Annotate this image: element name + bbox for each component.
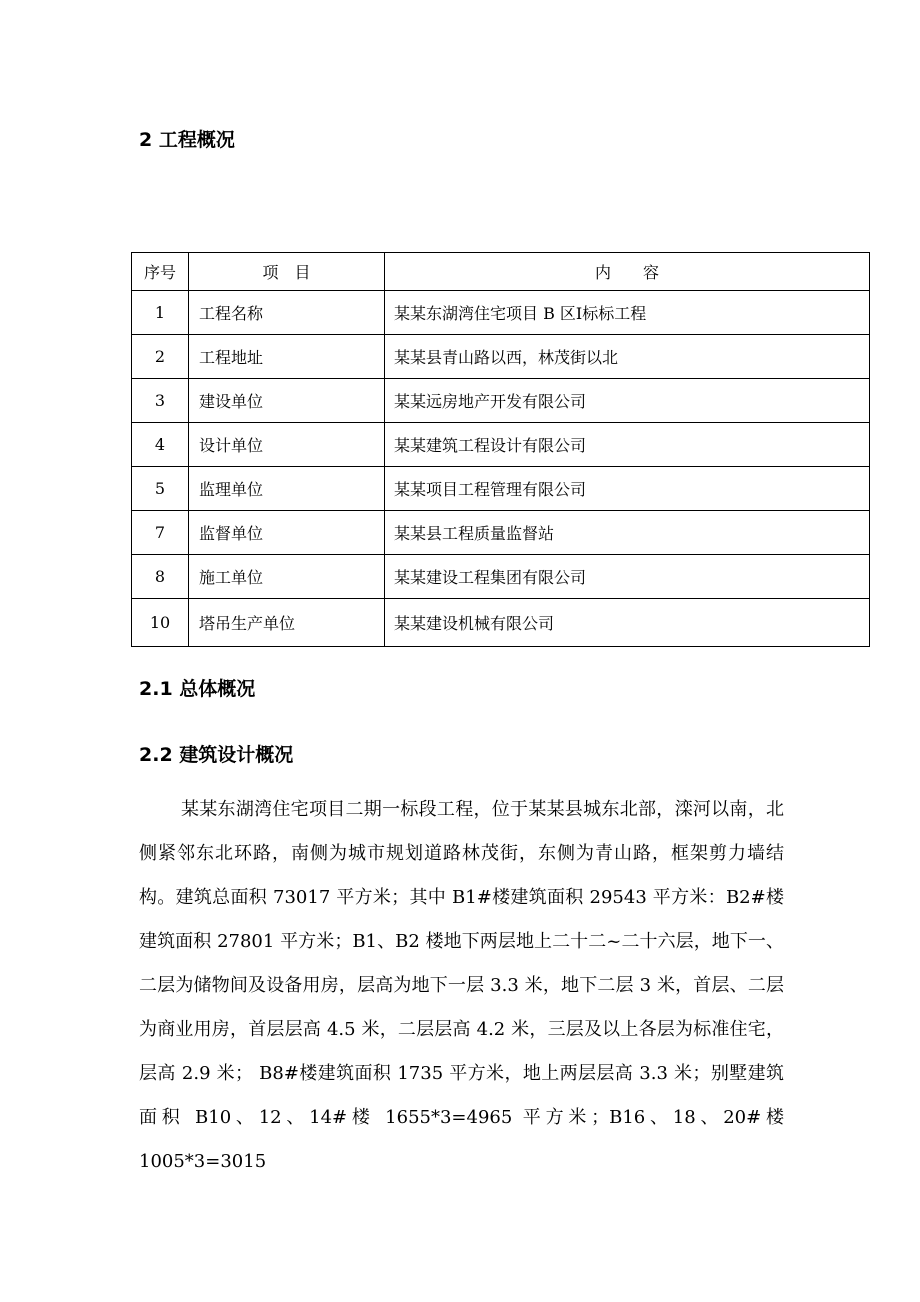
row-item: 监理单位 xyxy=(189,467,385,511)
header-content: 内 容 xyxy=(385,253,870,291)
row-number: 10 xyxy=(132,599,189,647)
table-row xyxy=(132,423,870,467)
row-item: 监督单位 xyxy=(189,511,385,555)
table-row xyxy=(132,379,870,423)
row-item: 工程地址 xyxy=(189,335,385,379)
row-item: 设计单位 xyxy=(189,423,385,467)
header-serial-number: 序号 xyxy=(132,253,189,291)
row-content: 某某县工程质量监督站 xyxy=(385,511,870,555)
table-row xyxy=(132,291,870,335)
row-content: 某某项目工程管理有限公司 xyxy=(385,467,870,511)
row-number: 2 xyxy=(132,335,189,379)
row-number: 5 xyxy=(132,467,189,511)
section-title-overall: 2.1 总体概况 xyxy=(139,678,256,700)
row-item: 施工单位 xyxy=(189,555,385,599)
row-number: 7 xyxy=(132,511,189,555)
row-item: 工程名称 xyxy=(189,291,385,335)
row-number: 8 xyxy=(132,555,189,599)
row-number: 1 xyxy=(132,291,189,335)
table-row xyxy=(132,555,870,599)
row-number: 3 xyxy=(132,379,189,423)
table-header-row xyxy=(132,253,870,291)
section-title-architecture: 2.2 建筑设计概况 xyxy=(139,744,294,766)
project-info-table xyxy=(131,252,870,647)
architecture-description-paragraph: 某某东湖湾住宅项目二期一标段工程，位于某某县城东北部，滦河以南，北侧紧邻东北环路，南侧为城市规划道路林茂街，东侧为青山路，框架剪力墙结构。建筑总面积 73017 平方米；其中 B1#楼建筑面积 29543 平方米：B2#楼建筑面积 27801 平方米；B1、B2 楼地下两层地上二十二~二十六层，地下一、二层为储物间及设备用房，层高为地下一层 3.3 米，地下二层 3 米，首层、二层为商业用房，首层层高 4.5 米，二层层高 4.2 米，三层及以上各层为标准住宅，层高 2.9 米； B8#楼建筑面积 1735 平方米，地上两层层高 3.3 米；别墅建筑面积 B10、12、14#楼 1655*3=4965 平方米；B16、18、20#楼 1005*3=3015 xyxy=(139,799,784,1172)
row-content: 某某建筑工程设计有限公司 xyxy=(385,423,870,467)
table-row xyxy=(132,335,870,379)
section-title-project-overview: 2 工程概况 xyxy=(139,129,235,151)
row-item: 塔吊生产单位 xyxy=(189,599,385,647)
header-item: 项 目 xyxy=(189,253,385,291)
table-row xyxy=(132,467,870,511)
row-content: 某某建设工程集团有限公司 xyxy=(385,555,870,599)
row-number: 4 xyxy=(132,423,189,467)
row-content: 某某建设机械有限公司 xyxy=(385,599,870,647)
row-content: 某某县青山路以西，林茂街以北 xyxy=(385,335,870,379)
table-row xyxy=(132,599,870,647)
table-row xyxy=(132,511,870,555)
row-item: 建设单位 xyxy=(189,379,385,423)
row-content: 某某东湖湾住宅项目 B 区Ⅰ标标工程 xyxy=(385,291,870,335)
row-content: 某某远房地产开发有限公司 xyxy=(385,379,870,423)
